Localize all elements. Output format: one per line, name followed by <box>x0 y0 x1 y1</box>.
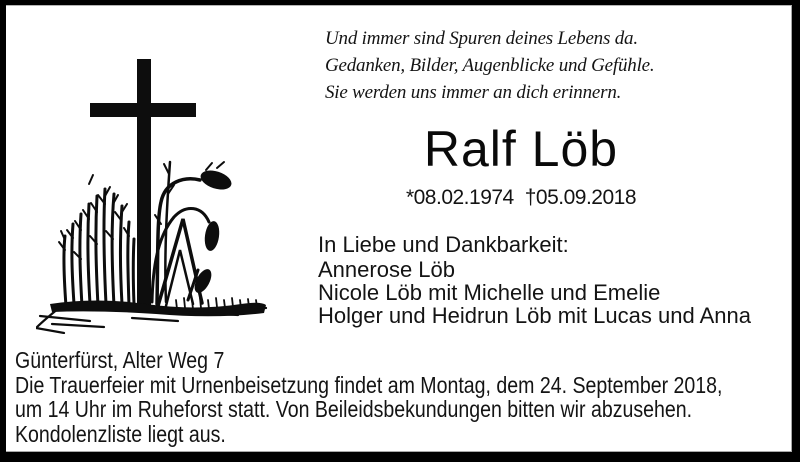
family-intro: In Liebe und Dankbarkeit: <box>318 232 569 257</box>
cross-vertical-bar <box>137 59 151 309</box>
grass-nubs <box>59 175 129 259</box>
epigraph-line: Und immer sind Spuren deines Lebens da. <box>325 28 638 49</box>
funeral-details <box>15 348 722 446</box>
address-line: Günterfürst, Alter Weg 7 <box>15 347 225 373</box>
funeral-line: Kondolenzliste liegt aus. <box>15 420 226 447</box>
grass-stalks-left <box>64 189 134 306</box>
birth-date: *08.02.1974 <box>405 186 514 209</box>
wheat-head-hanging <box>203 220 221 252</box>
funeral-line: um 14 Uhr im Ruheforst statt. Von Beileidsbekundungen bitten wir abzusehen. <box>15 396 693 423</box>
epigraph-verse <box>325 25 654 106</box>
funeral-line: Die Trauerfeier mit Urnenbeisetzung findet am Montag, dem 24. September 2018, <box>15 371 723 398</box>
death-date: †05.09.2018 <box>524 186 637 209</box>
family-member: Nicole Löb mit Michelle und Emelie <box>318 280 661 306</box>
family-block <box>318 233 751 328</box>
wheat-stalks-right <box>152 162 234 306</box>
deceased-block <box>321 123 721 209</box>
cross-with-grass-icon <box>36 54 276 334</box>
life-dates <box>321 187 721 209</box>
family-member: Holger und Heidrun Löb mit Lucas und Anna <box>318 303 751 329</box>
obituary-sheet <box>6 5 792 452</box>
epigraph-line: Gedanken, Bilder, Augenblicke und Gefühle. <box>325 55 655 76</box>
epigraph-line: Sie werden uns immer an dich erinnern. <box>325 82 622 103</box>
family-member: Annerose Löb <box>318 256 455 282</box>
deceased-name: Ralf Löb <box>423 121 619 177</box>
wheat-head-top <box>198 167 234 193</box>
cross-horizontal-bar <box>90 103 196 117</box>
